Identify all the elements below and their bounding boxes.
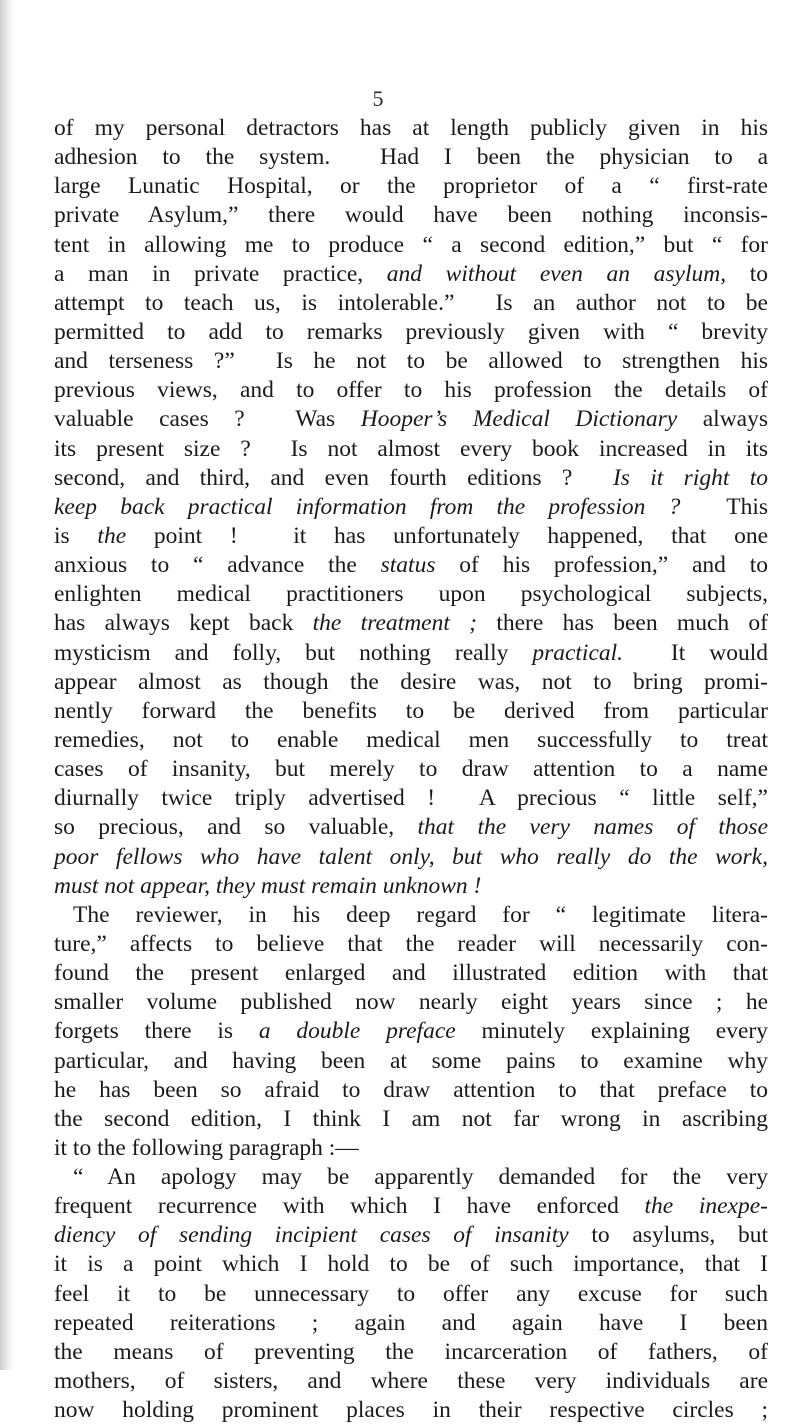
text-segment: nently forward the benefits to be derived from particular bbox=[54, 697, 768, 724]
text-line bbox=[54, 1076, 768, 1105]
text-segment: forgets there is bbox=[54, 1018, 259, 1045]
text-segment: point ! it has unfortunately happened, that one bbox=[126, 522, 768, 549]
text-line bbox=[54, 143, 768, 172]
text-segment: valuable cases ? Was bbox=[54, 406, 361, 433]
text-line bbox=[54, 318, 768, 347]
text-segment: now holding prominent places in their respective circles ; bbox=[54, 1397, 768, 1424]
text-segment: found the present enlarged and illustrated edition with that bbox=[54, 960, 768, 987]
italic-text: practical. bbox=[532, 639, 624, 666]
italic-text: the bbox=[97, 522, 127, 549]
text-line bbox=[54, 347, 768, 376]
italic-text: Hooper’s Medical Dictionary bbox=[360, 406, 678, 433]
text-segment: its present size ? Is not almost every book increased in its bbox=[54, 435, 768, 462]
text-segment: has always kept back bbox=[54, 610, 313, 637]
text-line bbox=[54, 231, 768, 260]
text-line bbox=[54, 405, 768, 434]
text-line bbox=[54, 988, 768, 1017]
text-line bbox=[54, 959, 768, 988]
text-segment: attempt to teach us, is intolerable.” Is an author not to be bbox=[54, 289, 768, 316]
text-segment: second, and third, and even fourth editions ? bbox=[54, 464, 613, 491]
page-edge-shadow bbox=[0, 0, 14, 1370]
text-line bbox=[54, 522, 768, 551]
text-segment: the means of preventing the incarceration of fathers, of bbox=[54, 1338, 768, 1365]
text-segment: adhesion to the system. Had I been the physician to a bbox=[54, 144, 768, 171]
text-segment: The reviewer, in his deep regard for “ legitimate litera- bbox=[73, 901, 768, 928]
text-segment: of my personal detractors has at length publicly given in his bbox=[54, 115, 768, 141]
text-line bbox=[54, 1047, 768, 1076]
text-segment: enlighten medical practitioners upon psychological subjects, bbox=[54, 581, 768, 608]
italic-text: keep back practical information from the profession ? bbox=[54, 493, 681, 520]
text-line bbox=[54, 1221, 768, 1250]
text-line bbox=[54, 435, 768, 464]
text-segment: appear almost as though the desire was, not to bring promi- bbox=[54, 668, 768, 695]
text-line bbox=[54, 580, 768, 609]
text-line bbox=[54, 930, 768, 959]
text-segment: large Lunatic Hospital, or the proprietor of a “ first-rate bbox=[54, 173, 768, 200]
text-line bbox=[54, 551, 768, 580]
text-segment: mysticism and folly, but nothing really bbox=[54, 639, 533, 666]
text-segment: remedies, not to enable medical men successfully to treat bbox=[54, 726, 768, 753]
text-line bbox=[54, 1367, 768, 1396]
italic-text: poor fellows who have talent only, but who really do the work, bbox=[54, 843, 768, 870]
text-line bbox=[54, 755, 768, 784]
text-segment: repeated reiterations ; again and again have I been bbox=[54, 1309, 768, 1336]
text-segment: a man in private practice, bbox=[54, 260, 387, 287]
text-segment: “ An apology may be apparently demanded for the very bbox=[73, 1164, 768, 1191]
text-line bbox=[54, 1396, 768, 1425]
text-line bbox=[54, 609, 768, 638]
italic-text: and without even an asylum, bbox=[386, 260, 727, 287]
body-text bbox=[54, 114, 768, 1425]
text-segment: so precious, and so valuable, bbox=[54, 814, 418, 841]
italic-text: the treatment ; bbox=[312, 610, 478, 637]
text-segment: always bbox=[677, 406, 768, 433]
text-line bbox=[54, 493, 768, 522]
text-line bbox=[54, 901, 768, 930]
text-line bbox=[54, 172, 768, 201]
text-line bbox=[54, 1163, 768, 1192]
text-line bbox=[54, 843, 768, 872]
italic-text: that the very names of those bbox=[417, 814, 769, 841]
text-line bbox=[54, 872, 768, 901]
text-line bbox=[54, 697, 768, 726]
text-segment: and terseness ?” Is he not to be allowed to strengthen his bbox=[54, 348, 768, 375]
text-line bbox=[54, 1250, 768, 1279]
text-segment: anxious to “ advance the bbox=[54, 552, 381, 579]
italic-text: the inexpe- bbox=[644, 1193, 768, 1220]
text-segment: ture,” affects to believe that the reader will necessarily con- bbox=[54, 930, 768, 957]
text-segment: to asylums, but bbox=[568, 1222, 768, 1249]
text-segment: particular, and having been at some pains to examine why bbox=[54, 1047, 768, 1074]
italic-text: Is it right to bbox=[612, 464, 769, 491]
text-line bbox=[54, 813, 768, 842]
text-segment: to bbox=[726, 260, 768, 287]
text-line bbox=[54, 289, 768, 318]
text-line bbox=[54, 726, 768, 755]
text-line bbox=[54, 1134, 768, 1163]
text-segment: is bbox=[54, 522, 98, 549]
text-segment: it is a point which I hold to be of such importance, that I bbox=[54, 1251, 768, 1278]
text-segment: previous views, and to offer to his profession the details of bbox=[54, 377, 768, 404]
text-line bbox=[54, 464, 768, 493]
text-segment: he has been so afraid to draw attention to that preface to bbox=[54, 1076, 768, 1103]
text-line bbox=[54, 201, 768, 230]
text-segment: cases of insanity, but merely to draw attention to a name bbox=[54, 756, 768, 783]
text-line bbox=[54, 1105, 768, 1134]
text-line bbox=[54, 376, 768, 405]
text-line bbox=[54, 668, 768, 697]
text-line bbox=[54, 639, 768, 668]
text-segment: mothers, of sisters, and where these very individuals are bbox=[54, 1368, 768, 1395]
text-segment: private Asylum,” there would have been nothing inconsis- bbox=[54, 202, 768, 229]
text-segment: It would bbox=[623, 639, 768, 666]
text-line bbox=[54, 114, 768, 143]
text-segment: tent in allowing me to produce “ a second edition,” but “ for bbox=[54, 231, 768, 258]
text-segment: smaller volume published now nearly eight years since ; he bbox=[54, 989, 768, 1016]
text-segment: of his profession,” and to bbox=[435, 552, 768, 579]
text-line bbox=[54, 784, 768, 813]
page-number: 5 bbox=[372, 86, 384, 111]
text-segment: feel it to be unnecessary to offer any excuse for such bbox=[54, 1280, 768, 1307]
text-segment: the second edition, I think I am not far wrong in ascribing bbox=[54, 1105, 768, 1132]
text-segment: it to the following paragraph :— bbox=[54, 1134, 359, 1161]
text-line bbox=[54, 1309, 768, 1338]
italic-text: a double preface bbox=[258, 1018, 456, 1045]
text-line bbox=[54, 1017, 768, 1046]
text-segment: This bbox=[680, 493, 769, 520]
text-segment: diurnally twice triply advertised ! A precious “ little self,” bbox=[54, 785, 768, 812]
text-line bbox=[54, 1280, 768, 1309]
text-segment: frequent recurrence with which I have enforced bbox=[54, 1193, 645, 1220]
italic-text: diency of sending incipient cases of insanity bbox=[54, 1222, 569, 1249]
italic-text: must not appear, they must remain unknown ! bbox=[54, 872, 482, 899]
text-line bbox=[54, 260, 768, 289]
text-segment: permitted to add to remarks previously given with “ brevity bbox=[54, 318, 768, 345]
text-segment: minutely explaining every bbox=[455, 1018, 768, 1045]
text-line bbox=[54, 1338, 768, 1367]
italic-text: status bbox=[380, 552, 436, 579]
text-segment: there has been much of bbox=[477, 610, 769, 637]
text-line bbox=[54, 1192, 768, 1221]
